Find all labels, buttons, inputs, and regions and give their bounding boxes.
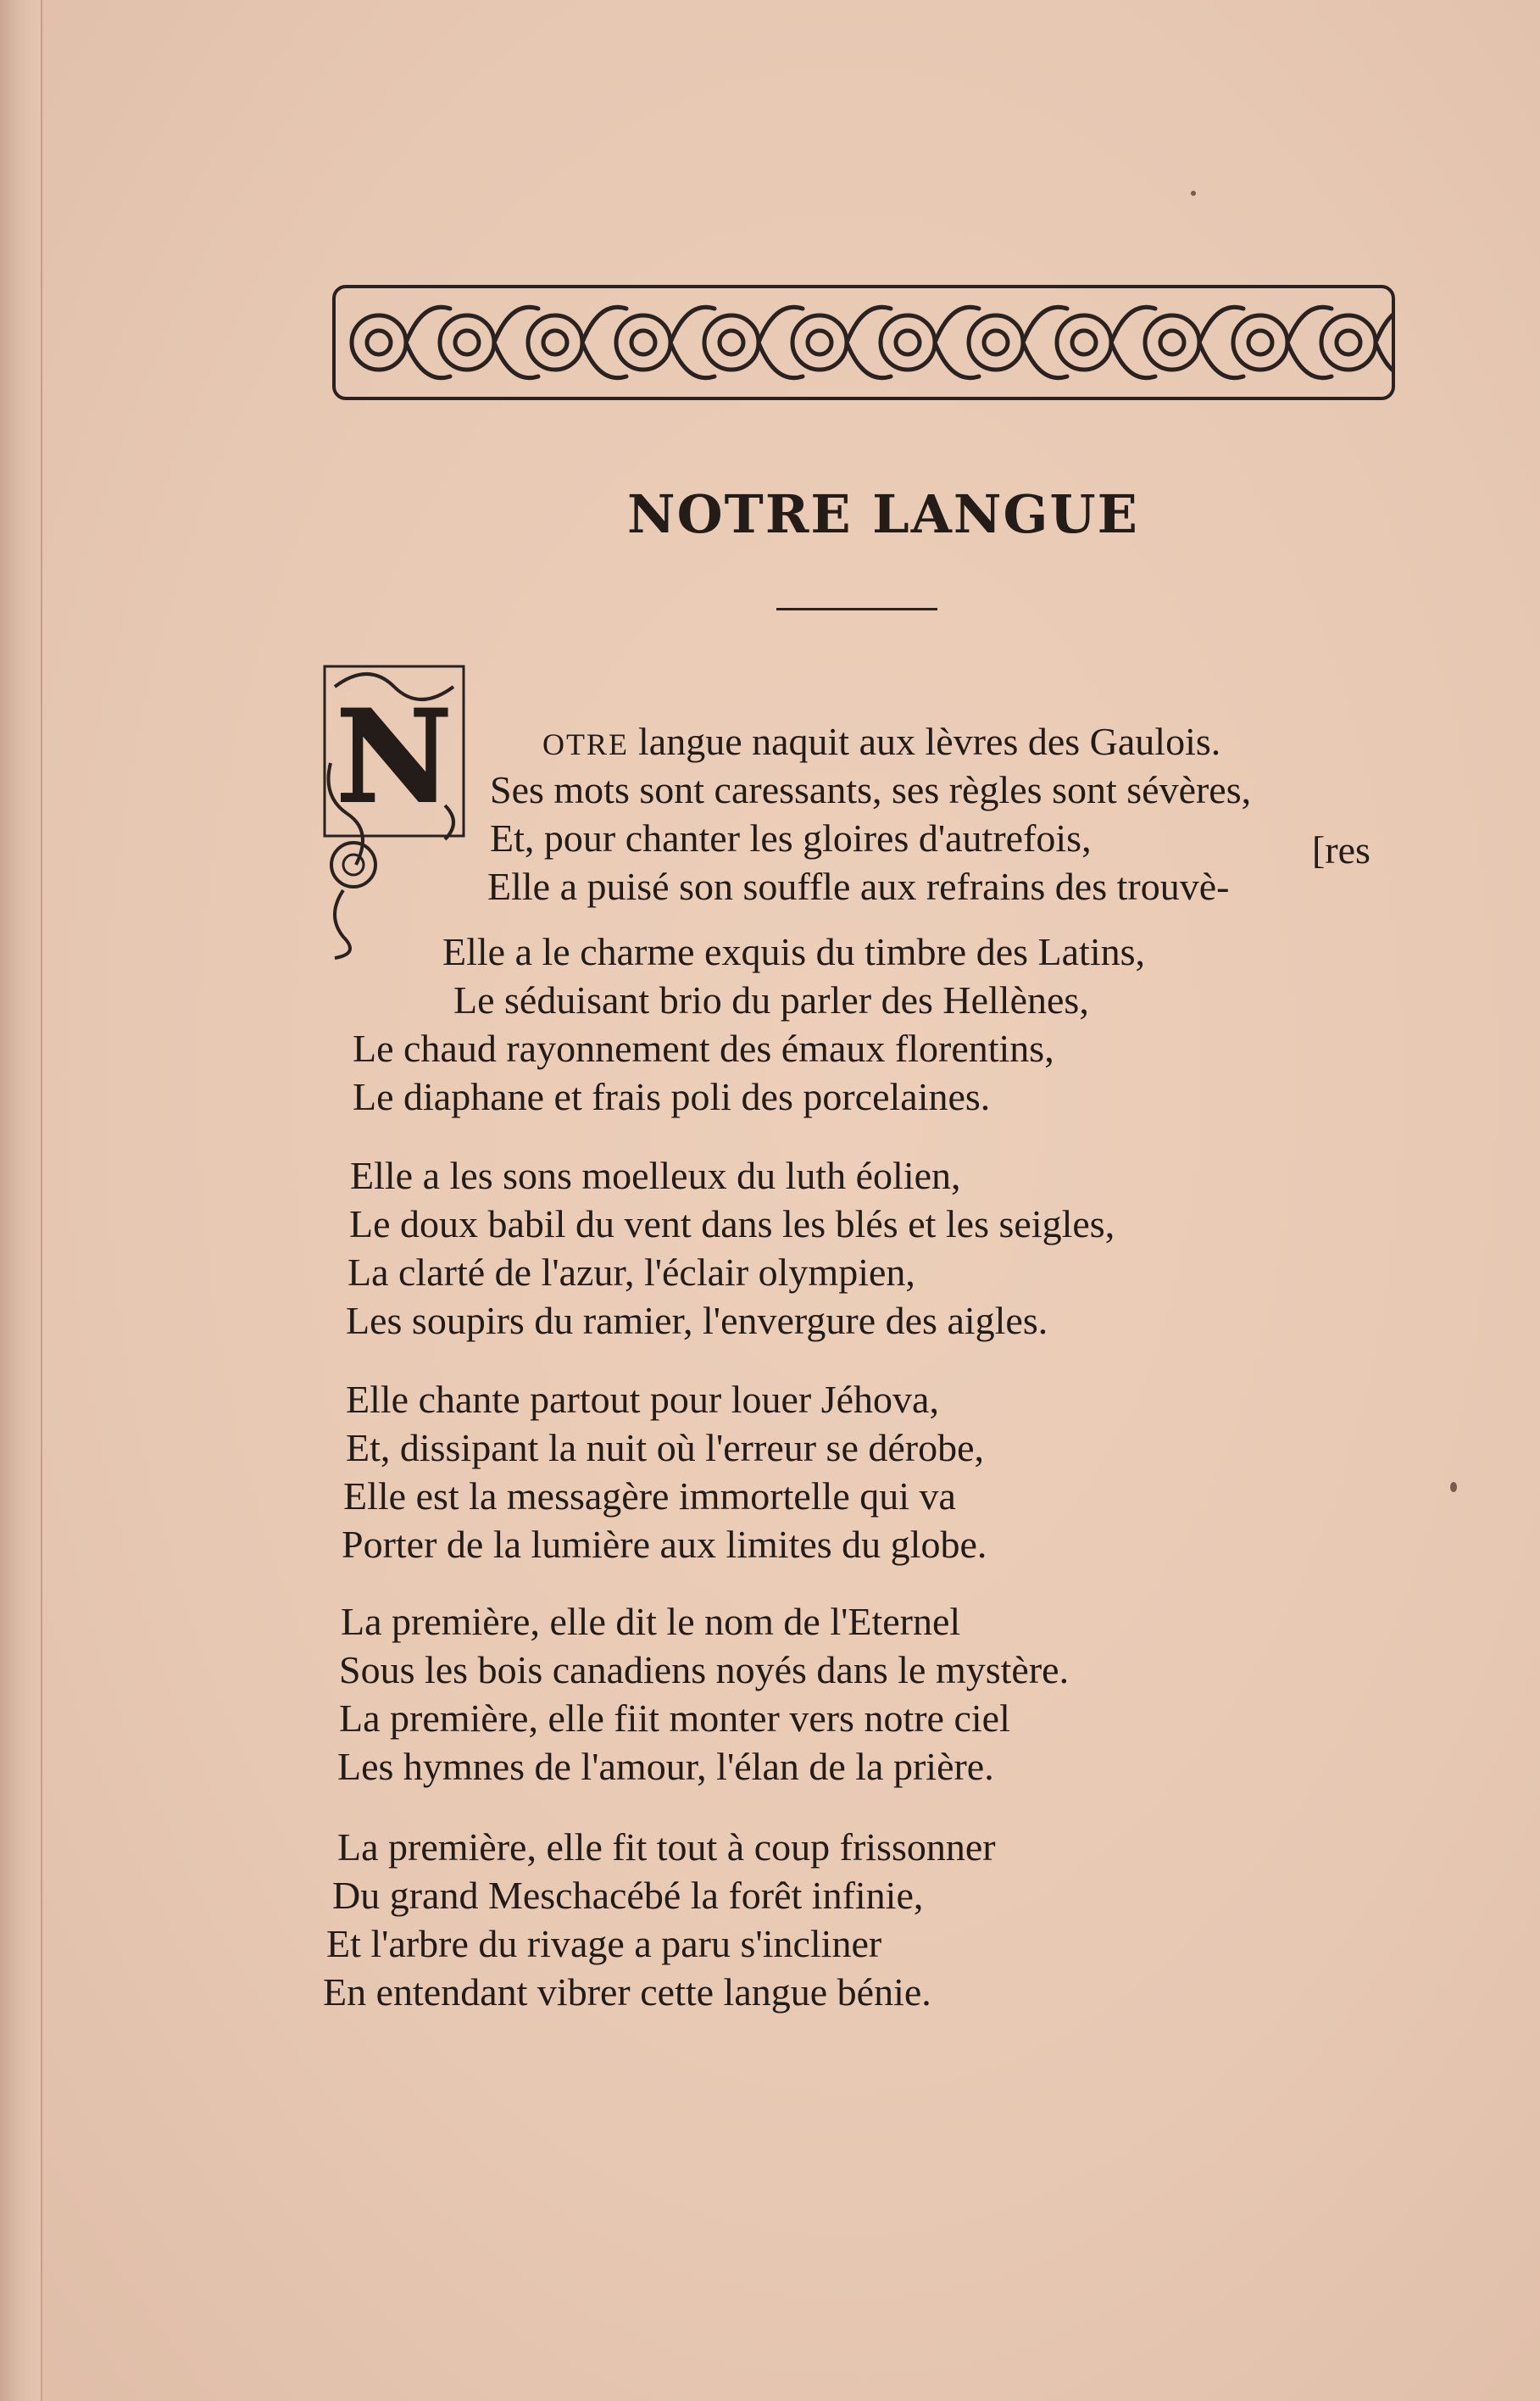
poem-line: Les soupirs du ramier, l'envergure des aigles.: [346, 1299, 1048, 1342]
scroll-ornament: [1111, 307, 1155, 377]
scroll-ornament: [1145, 315, 1199, 370]
poem-line: Et, dissipant la nuit où l'erreur se dérobe,: [346, 1426, 985, 1469]
scroll-ornament: [1072, 331, 1096, 354]
ornamental-headband: [332, 280, 1395, 405]
dropcap-letter: N: [336, 682, 453, 832]
poem-line: Elle a le charme exquis du timbre des Latins,: [442, 930, 1146, 973]
poem-line: Elle est la messagère immortelle qui va: [343, 1474, 956, 1518]
scroll-ornament: [704, 315, 759, 370]
poem-line: Et l'arbre du rivage a paru s'incliner: [326, 1922, 882, 1965]
first-line-text: langue naquit aux lèvres des Gaulois.: [638, 720, 1221, 763]
poem-line: Les hymnes de l'amour, l'élan de la prière.: [337, 1745, 994, 1788]
scroll-ornament: [896, 331, 920, 354]
page-gutter: [0, 0, 42, 2401]
turnover-fragment: [res: [1312, 828, 1370, 872]
scroll-ornament: [792, 315, 847, 370]
scroll-ornament: [670, 307, 714, 377]
title-rule: [776, 608, 937, 610]
scroll-ornament: [1321, 315, 1376, 370]
poem-line: La première, elle fiit monter vers notre ciel: [339, 1696, 1010, 1740]
scroll-ornament: [1248, 331, 1272, 354]
scroll-ornament: [582, 307, 626, 377]
poem-title: NOTRE LANGUE: [627, 483, 1139, 545]
scroll-ornament: [543, 331, 567, 354]
scroll-ornament: [528, 315, 582, 370]
scroll-ornament: [1199, 307, 1243, 377]
scroll-ornament: [969, 315, 1023, 370]
poem-line: Sous les bois canadiens noyés dans le mystère.: [339, 1648, 1070, 1691]
poem-line: Elle a les sons moelleux du luth éolien,: [350, 1154, 961, 1197]
scroll-ornament: [455, 331, 479, 354]
first-word-smallcaps: OTRE: [542, 727, 638, 761]
poem-line: Le doux babil du vent dans les blés et les seigles,: [349, 1202, 1115, 1245]
scroll-ornament: [1233, 315, 1287, 370]
poem-line: Le diaphane et frais poli des porcelaines.: [353, 1075, 991, 1118]
poem-line: [542, 719, 1220, 764]
scroll-ornament: [984, 331, 1008, 354]
scroll-ornament: [1023, 307, 1067, 377]
poem-line: Et, pour chanter les gloires d'autrefois,: [490, 816, 1092, 860]
poem-line: Elle chante partout pour louer Jéhova,: [346, 1378, 939, 1421]
poem-line: En entendant vibrer cette langue bénie.: [323, 1970, 931, 2014]
poem-line: Du grand Meschacébé la forêt infinie,: [332, 1874, 924, 1917]
paper-speck: [1191, 191, 1196, 196]
scroll-ornament: [406, 307, 450, 377]
scroll-ornament: [440, 315, 494, 370]
poem-line: Elle a puisé son souffle aux refrains des trouvè-: [487, 865, 1230, 908]
scroll-ornament: [881, 315, 935, 370]
poem-line: La première, elle dit le nom de l'Eternel: [341, 1600, 961, 1643]
poem-line: Le séduisant brio du parler des Hellènes,: [453, 978, 1089, 1022]
poem-line: La clarté de l'azur, l'éclair olympien,: [347, 1251, 915, 1294]
scroll-ornament: [935, 307, 979, 377]
scroll-ornament: [1287, 307, 1332, 377]
scroll-ornament: [352, 315, 406, 370]
scroll-ornament: [616, 315, 670, 370]
poem-line: Le chaud rayonnement des émaux florentins,: [353, 1027, 1054, 1070]
poem-line: Ses mots sont caressants, ses règles sont sévères,: [490, 768, 1252, 811]
scroll-ornament: [808, 331, 831, 354]
scroll-ornament: [1160, 331, 1184, 354]
poem-line: La première, elle fit tout à coup frissonner: [337, 1825, 996, 1869]
scroll-ornament: [494, 307, 538, 377]
ornamental-dropcap: [318, 661, 470, 962]
scroll-ornament: [1337, 331, 1360, 354]
scroll-ornament: [1057, 315, 1111, 370]
paper-speck: [1450, 1482, 1457, 1492]
poem-line: Porter de la lumière aux limites du globe.: [342, 1523, 987, 1566]
scroll-ornament: [847, 307, 891, 377]
scroll-ornament: [759, 307, 803, 377]
scroll-ornament: [631, 331, 655, 354]
scroll-ornament: [367, 331, 391, 354]
scroll-ornament: [720, 331, 743, 354]
